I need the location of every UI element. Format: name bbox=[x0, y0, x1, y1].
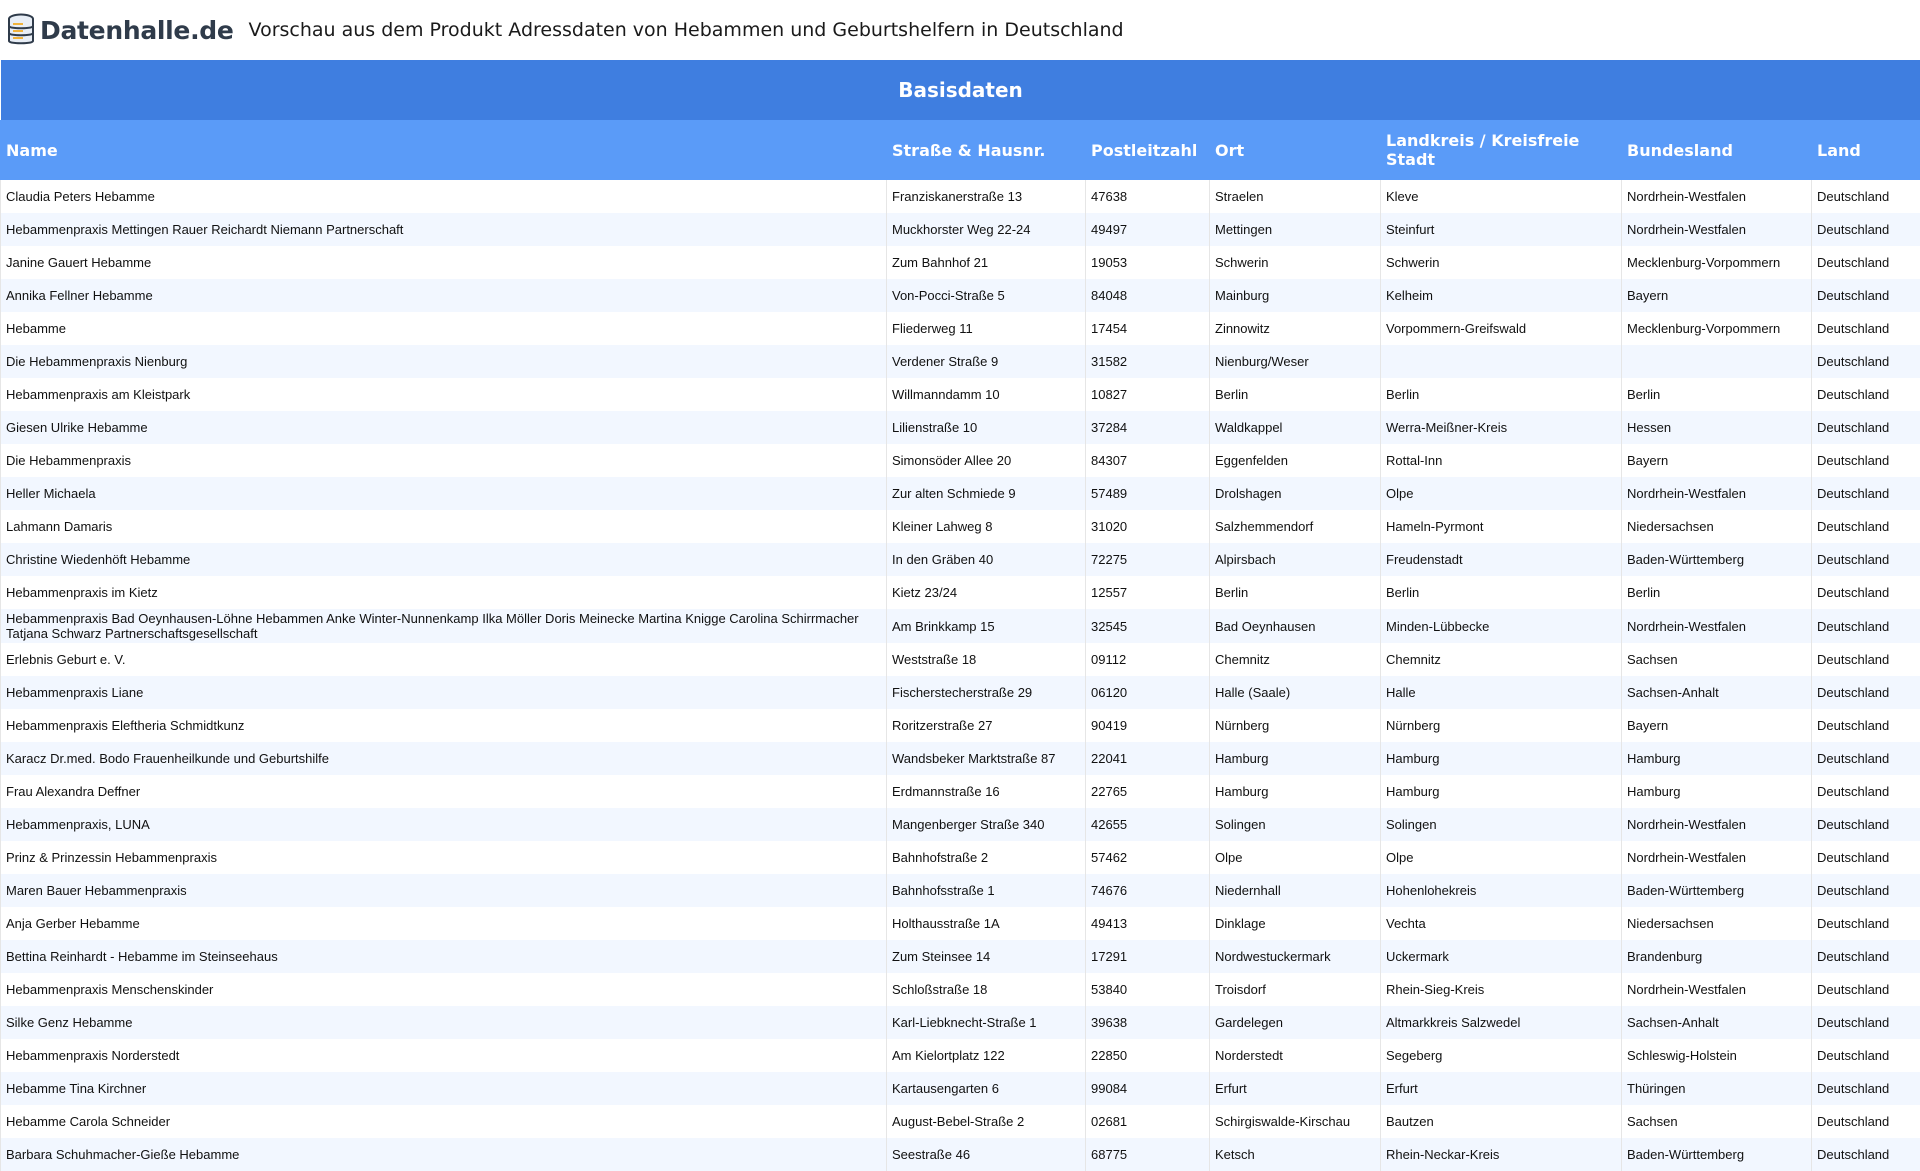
cell-street: Kartausengarten 6 bbox=[887, 1072, 1086, 1105]
cell-street: Am Brinkkamp 15 bbox=[887, 609, 1086, 643]
cell-name: Hebammenpraxis im Kietz bbox=[1, 576, 887, 609]
cell-district: Kelheim bbox=[1381, 279, 1622, 312]
column-header-city[interactable]: Ort bbox=[1210, 120, 1381, 180]
cell-state: Hessen bbox=[1622, 411, 1812, 444]
cell-city: Norderstedt bbox=[1210, 1039, 1381, 1072]
cell-country: Deutschland bbox=[1812, 477, 1920, 510]
cell-city: Troisdorf bbox=[1210, 973, 1381, 1006]
cell-district: Nürnberg bbox=[1381, 709, 1622, 742]
cell-name: Hebamme bbox=[1, 312, 887, 345]
cell-district: Steinfurt bbox=[1381, 213, 1622, 246]
cell-country: Deutschland bbox=[1812, 279, 1920, 312]
cell-state: Hamburg bbox=[1622, 742, 1812, 775]
cell-zip: 22041 bbox=[1086, 742, 1210, 775]
cell-street: Zur alten Schmiede 9 bbox=[887, 477, 1086, 510]
cell-street: Wandsbeker Marktstraße 87 bbox=[887, 742, 1086, 775]
cell-state: Bayern bbox=[1622, 444, 1812, 477]
cell-name: Hebammenpraxis Eleftheria Schmidtkunz bbox=[1, 709, 887, 742]
cell-state: Nordrhein-Westfalen bbox=[1622, 973, 1812, 1006]
cell-name: Die Hebammenpraxis Nienburg bbox=[1, 345, 887, 378]
cell-country: Deutschland bbox=[1812, 345, 1920, 378]
cell-country: Deutschland bbox=[1812, 213, 1920, 246]
cell-zip: 68775 bbox=[1086, 1138, 1210, 1171]
cell-zip: 49497 bbox=[1086, 213, 1210, 246]
cell-district: Berlin bbox=[1381, 378, 1622, 411]
table-row bbox=[1, 973, 1920, 1006]
cell-district: Vechta bbox=[1381, 907, 1622, 940]
cell-country: Deutschland bbox=[1812, 576, 1920, 609]
cell-name: Janine Gauert Hebamme bbox=[1, 246, 887, 279]
cell-state: Nordrhein-Westfalen bbox=[1622, 180, 1812, 213]
table-row bbox=[1, 1072, 1920, 1105]
table-row bbox=[1, 676, 1920, 709]
column-header-country[interactable]: Land bbox=[1812, 120, 1920, 180]
cell-country: Deutschland bbox=[1812, 1105, 1920, 1138]
cell-district: Vorpommern-Greifswald bbox=[1381, 312, 1622, 345]
cell-city: Erfurt bbox=[1210, 1072, 1381, 1105]
cell-district: Hamburg bbox=[1381, 775, 1622, 808]
cell-district: Olpe bbox=[1381, 477, 1622, 510]
cell-district: Rhein-Neckar-Kreis bbox=[1381, 1138, 1622, 1171]
cell-city: Solingen bbox=[1210, 808, 1381, 841]
cell-state: Sachsen bbox=[1622, 1105, 1812, 1138]
cell-district: Minden-Lübbecke bbox=[1381, 609, 1622, 643]
table-row bbox=[1, 808, 1920, 841]
cell-zip: 53840 bbox=[1086, 973, 1210, 1006]
cell-country: Deutschland bbox=[1812, 378, 1920, 411]
page-title: Vorschau aus dem Produkt Adressdaten von Hebammen und Geburtshelfern in Deutschland bbox=[248, 19, 1124, 41]
cell-zip: 12557 bbox=[1086, 576, 1210, 609]
cell-zip: 84048 bbox=[1086, 279, 1210, 312]
cell-street: Muckhorster Weg 22-24 bbox=[887, 213, 1086, 246]
table-row bbox=[1, 940, 1920, 973]
cell-street: In den Gräben 40 bbox=[887, 543, 1086, 576]
cell-zip: 06120 bbox=[1086, 676, 1210, 709]
cell-country: Deutschland bbox=[1812, 874, 1920, 907]
cell-country: Deutschland bbox=[1812, 775, 1920, 808]
cell-zip: 49413 bbox=[1086, 907, 1210, 940]
table-row bbox=[1, 576, 1920, 609]
column-header-state[interactable]: Bundesland bbox=[1622, 120, 1812, 180]
cell-country: Deutschland bbox=[1812, 973, 1920, 1006]
cell-city: Schwerin bbox=[1210, 246, 1381, 279]
cell-name: Silke Genz Hebamme bbox=[1, 1006, 887, 1039]
cell-street: Fischerstecherstraße 29 bbox=[887, 676, 1086, 709]
cell-name: Prinz & Prinzessin Hebammenpraxis bbox=[1, 841, 887, 874]
cell-country: Deutschland bbox=[1812, 510, 1920, 543]
cell-country: Deutschland bbox=[1812, 709, 1920, 742]
cell-zip: 99084 bbox=[1086, 1072, 1210, 1105]
cell-state: Nordrhein-Westfalen bbox=[1622, 477, 1812, 510]
cell-street: Seestraße 46 bbox=[887, 1138, 1086, 1171]
table-row bbox=[1, 246, 1920, 279]
cell-street: Karl-Liebknecht-Straße 1 bbox=[887, 1006, 1086, 1039]
cell-state: Niedersachsen bbox=[1622, 907, 1812, 940]
cell-district: Hohenlohekreis bbox=[1381, 874, 1622, 907]
cell-name: Hebammenpraxis, LUNA bbox=[1, 808, 887, 841]
table-row bbox=[1, 510, 1920, 543]
cell-city: Gardelegen bbox=[1210, 1006, 1381, 1039]
cell-zip: 31582 bbox=[1086, 345, 1210, 378]
cell-street: Erdmannstraße 16 bbox=[887, 775, 1086, 808]
cell-zip: 02681 bbox=[1086, 1105, 1210, 1138]
cell-state: Nordrhein-Westfalen bbox=[1622, 841, 1812, 874]
cell-zip: 57462 bbox=[1086, 841, 1210, 874]
cell-city: Halle (Saale) bbox=[1210, 676, 1381, 709]
table-row bbox=[1, 378, 1920, 411]
cell-name: Barbara Schuhmacher-Gieße Hebamme bbox=[1, 1138, 887, 1171]
cell-district: Bautzen bbox=[1381, 1105, 1622, 1138]
table-row bbox=[1, 643, 1920, 676]
cell-city: Zinnowitz bbox=[1210, 312, 1381, 345]
cell-zip: 10827 bbox=[1086, 378, 1210, 411]
cell-state: Nordrhein-Westfalen bbox=[1622, 213, 1812, 246]
top-bar bbox=[0, 0, 1920, 60]
table-row bbox=[1, 709, 1920, 742]
cell-zip: 57489 bbox=[1086, 477, 1210, 510]
cell-state: Niedersachsen bbox=[1622, 510, 1812, 543]
cell-city: Eggenfelden bbox=[1210, 444, 1381, 477]
cell-city: Hamburg bbox=[1210, 775, 1381, 808]
cell-city: Mettingen bbox=[1210, 213, 1381, 246]
cell-country: Deutschland bbox=[1812, 246, 1920, 279]
cell-zip: 84307 bbox=[1086, 444, 1210, 477]
cell-country: Deutschland bbox=[1812, 312, 1920, 345]
table-row bbox=[1, 874, 1920, 907]
column-header-zip[interactable]: Postleitzahl bbox=[1086, 120, 1210, 180]
cell-zip: 31020 bbox=[1086, 510, 1210, 543]
cell-district: Rhein-Sieg-Kreis bbox=[1381, 973, 1622, 1006]
cell-name: Frau Alexandra Deffner bbox=[1, 775, 887, 808]
cell-zip: 22850 bbox=[1086, 1039, 1210, 1072]
cell-street: Simonsöder Allee 20 bbox=[887, 444, 1086, 477]
cell-district: Werra-Meißner-Kreis bbox=[1381, 411, 1622, 444]
cell-street: Weststraße 18 bbox=[887, 643, 1086, 676]
cell-street: Schloßstraße 18 bbox=[887, 973, 1086, 1006]
table-row bbox=[1, 477, 1920, 510]
cell-name: Christine Wiedenhöft Hebamme bbox=[1, 543, 887, 576]
cell-name: Hebammenpraxis Bad Oeynhausen-Löhne Hebammen Anke Winter-Nunnenkamp Ilka Möller Doris Meinecke Martina Knigge Carolina Schirrmacher Tatjana Schwarz Partnerschaftsgesellschaft bbox=[1, 609, 887, 643]
cell-country: Deutschland bbox=[1812, 444, 1920, 477]
cell-state bbox=[1622, 345, 1812, 378]
cell-street: Holthausstraße 1A bbox=[887, 907, 1086, 940]
cell-name: Giesen Ulrike Hebamme bbox=[1, 411, 887, 444]
cell-name: Anja Gerber Hebamme bbox=[1, 907, 887, 940]
cell-state: Berlin bbox=[1622, 378, 1812, 411]
cell-city: Chemnitz bbox=[1210, 643, 1381, 676]
cell-name: Hebamme Carola Schneider bbox=[1, 1105, 887, 1138]
cell-state: Hamburg bbox=[1622, 775, 1812, 808]
table-row bbox=[1, 312, 1920, 345]
cell-country: Deutschland bbox=[1812, 411, 1920, 444]
cell-name: Annika Fellner Hebamme bbox=[1, 279, 887, 312]
cell-zip: 17454 bbox=[1086, 312, 1210, 345]
cell-name: Erlebnis Geburt e. V. bbox=[1, 643, 887, 676]
table-row bbox=[1, 411, 1920, 444]
cell-country: Deutschland bbox=[1812, 808, 1920, 841]
cell-district: Halle bbox=[1381, 676, 1622, 709]
table-row bbox=[1, 180, 1920, 213]
cell-city: Hamburg bbox=[1210, 742, 1381, 775]
cell-name: Heller Michaela bbox=[1, 477, 887, 510]
cell-zip: 17291 bbox=[1086, 940, 1210, 973]
cell-zip: 47638 bbox=[1086, 180, 1210, 213]
cell-city: Nürnberg bbox=[1210, 709, 1381, 742]
table-row bbox=[1, 775, 1920, 808]
cell-city: Mainburg bbox=[1210, 279, 1381, 312]
cell-street: Lilienstraße 10 bbox=[887, 411, 1086, 444]
cell-district bbox=[1381, 345, 1622, 378]
cell-district: Freudenstadt bbox=[1381, 543, 1622, 576]
cell-zip: 19053 bbox=[1086, 246, 1210, 279]
cell-zip: 37284 bbox=[1086, 411, 1210, 444]
cell-district: Uckermark bbox=[1381, 940, 1622, 973]
group-header-basisdaten: Basisdaten bbox=[1, 60, 1920, 120]
cell-street: Von-Pocci-Straße 5 bbox=[887, 279, 1086, 312]
table-row bbox=[1, 742, 1920, 775]
cell-street: Fliederweg 11 bbox=[887, 312, 1086, 345]
database-icon bbox=[6, 13, 36, 47]
cell-state: Bayern bbox=[1622, 279, 1812, 312]
cell-country: Deutschland bbox=[1812, 180, 1920, 213]
cell-state: Mecklenburg-Vorpommern bbox=[1622, 312, 1812, 345]
cell-name: Hebammenpraxis Liane bbox=[1, 676, 887, 709]
cell-name: Hebamme Tina Kirchner bbox=[1, 1072, 887, 1105]
cell-state: Baden-Württemberg bbox=[1622, 874, 1812, 907]
table-row bbox=[1, 279, 1920, 312]
cell-name: Bettina Reinhardt - Hebamme im Steinseehaus bbox=[1, 940, 887, 973]
cell-name: Claudia Peters Hebamme bbox=[1, 180, 887, 213]
cell-state: Sachsen bbox=[1622, 643, 1812, 676]
cell-street: Kleiner Lahweg 8 bbox=[887, 510, 1086, 543]
cell-country: Deutschland bbox=[1812, 841, 1920, 874]
cell-street: Bahnhofsstraße 1 bbox=[887, 874, 1086, 907]
cell-country: Deutschland bbox=[1812, 742, 1920, 775]
cell-street: Roritzerstraße 27 bbox=[887, 709, 1086, 742]
cell-name: Die Hebammenpraxis bbox=[1, 444, 887, 477]
table-row bbox=[1, 444, 1920, 477]
column-header-district[interactable]: Landkreis / Kreisfreie Stadt bbox=[1381, 120, 1622, 180]
cell-city: Alpirsbach bbox=[1210, 543, 1381, 576]
cell-country: Deutschland bbox=[1812, 1138, 1920, 1171]
cell-country: Deutschland bbox=[1812, 1039, 1920, 1072]
cell-state: Brandenburg bbox=[1622, 940, 1812, 973]
cell-street: Franziskanerstraße 13 bbox=[887, 180, 1086, 213]
cell-city: Berlin bbox=[1210, 576, 1381, 609]
cell-zip: 22765 bbox=[1086, 775, 1210, 808]
cell-country: Deutschland bbox=[1812, 940, 1920, 973]
table-row bbox=[1, 907, 1920, 940]
cell-name: Karacz Dr.med. Bodo Frauenheilkunde und Geburtshilfe bbox=[1, 742, 887, 775]
cell-street: August-Bebel-Straße 2 bbox=[887, 1105, 1086, 1138]
cell-district: Olpe bbox=[1381, 841, 1622, 874]
cell-zip: 74676 bbox=[1086, 874, 1210, 907]
cell-city: Waldkappel bbox=[1210, 411, 1381, 444]
cell-name: Hebammenpraxis Mettingen Rauer Reichardt Niemann Partnerschaft bbox=[1, 213, 887, 246]
cell-street: Zum Bahnhof 21 bbox=[887, 246, 1086, 279]
cell-name: Hebammenpraxis Menschenskinder bbox=[1, 973, 887, 1006]
cell-state: Bayern bbox=[1622, 709, 1812, 742]
logo[interactable] bbox=[6, 13, 234, 47]
cell-state: Schleswig-Holstein bbox=[1622, 1039, 1812, 1072]
cell-country: Deutschland bbox=[1812, 1072, 1920, 1105]
cell-state: Baden-Württemberg bbox=[1622, 1138, 1812, 1171]
table-row bbox=[1, 1039, 1920, 1072]
cell-district: Hamburg bbox=[1381, 742, 1622, 775]
cell-street: Am Kielortplatz 122 bbox=[887, 1039, 1086, 1072]
cell-street: Kietz 23/24 bbox=[887, 576, 1086, 609]
table-row bbox=[1, 841, 1920, 874]
cell-district: Hameln-Pyrmont bbox=[1381, 510, 1622, 543]
cell-city: Drolshagen bbox=[1210, 477, 1381, 510]
cell-district: Berlin bbox=[1381, 576, 1622, 609]
table-row bbox=[1, 213, 1920, 246]
cell-street: Verdener Straße 9 bbox=[887, 345, 1086, 378]
cell-street: Mangenberger Straße 340 bbox=[887, 808, 1086, 841]
table-row bbox=[1, 1138, 1920, 1171]
cell-city: Dinklage bbox=[1210, 907, 1381, 940]
cell-city: Olpe bbox=[1210, 841, 1381, 874]
cell-name: Hebammenpraxis Norderstedt bbox=[1, 1039, 887, 1072]
cell-name: Maren Bauer Hebammenpraxis bbox=[1, 874, 887, 907]
column-header-name[interactable]: Name bbox=[1, 120, 887, 180]
cell-state: Thüringen bbox=[1622, 1072, 1812, 1105]
cell-state: Nordrhein-Westfalen bbox=[1622, 609, 1812, 643]
cell-zip: 09112 bbox=[1086, 643, 1210, 676]
cell-name: Hebammenpraxis am Kleistpark bbox=[1, 378, 887, 411]
cell-country: Deutschland bbox=[1812, 609, 1920, 643]
cell-city: Niedernhall bbox=[1210, 874, 1381, 907]
cell-zip: 90419 bbox=[1086, 709, 1210, 742]
cell-state: Baden-Württemberg bbox=[1622, 543, 1812, 576]
cell-country: Deutschland bbox=[1812, 907, 1920, 940]
table-row bbox=[1, 609, 1920, 643]
cell-city: Ketsch bbox=[1210, 1138, 1381, 1171]
cell-state: Berlin bbox=[1622, 576, 1812, 609]
cell-zip: 39638 bbox=[1086, 1006, 1210, 1039]
cell-city: Straelen bbox=[1210, 180, 1381, 213]
cell-city: Bad Oeynhausen bbox=[1210, 609, 1381, 643]
cell-country: Deutschland bbox=[1812, 543, 1920, 576]
cell-zip: 42655 bbox=[1086, 808, 1210, 841]
cell-zip: 72275 bbox=[1086, 543, 1210, 576]
cell-city: Berlin bbox=[1210, 378, 1381, 411]
cell-country: Deutschland bbox=[1812, 643, 1920, 676]
cell-zip: 32545 bbox=[1086, 609, 1210, 643]
cell-country: Deutschland bbox=[1812, 1006, 1920, 1039]
data-table bbox=[0, 60, 1920, 1171]
cell-street: Willmanndamm 10 bbox=[887, 378, 1086, 411]
cell-district: Altmarkkreis Salzwedel bbox=[1381, 1006, 1622, 1039]
cell-district: Segeberg bbox=[1381, 1039, 1622, 1072]
cell-street: Zum Steinsee 14 bbox=[887, 940, 1086, 973]
cell-city: Nordwestuckermark bbox=[1210, 940, 1381, 973]
cell-district: Erfurt bbox=[1381, 1072, 1622, 1105]
table-row bbox=[1, 543, 1920, 576]
cell-district: Schwerin bbox=[1381, 246, 1622, 279]
cell-state: Sachsen-Anhalt bbox=[1622, 1006, 1812, 1039]
logo-text: Datenhalle.de bbox=[40, 15, 234, 45]
cell-city: Schirgiswalde-Kirschau bbox=[1210, 1105, 1381, 1138]
cell-district: Kleve bbox=[1381, 180, 1622, 213]
table-row bbox=[1, 1105, 1920, 1138]
cell-city: Salzhemmendorf bbox=[1210, 510, 1381, 543]
cell-state: Mecklenburg-Vorpommern bbox=[1622, 246, 1812, 279]
cell-country: Deutschland bbox=[1812, 676, 1920, 709]
cell-name: Lahmann Damaris bbox=[1, 510, 887, 543]
cell-state: Sachsen-Anhalt bbox=[1622, 676, 1812, 709]
cell-city: Nienburg/Weser bbox=[1210, 345, 1381, 378]
table-row bbox=[1, 345, 1920, 378]
cell-district: Solingen bbox=[1381, 808, 1622, 841]
cell-state: Nordrhein-Westfalen bbox=[1622, 808, 1812, 841]
table-row bbox=[1, 1006, 1920, 1039]
cell-district: Chemnitz bbox=[1381, 643, 1622, 676]
cell-district: Rottal-Inn bbox=[1381, 444, 1622, 477]
column-header-street[interactable]: Straße & Hausnr. bbox=[887, 120, 1086, 180]
cell-street: Bahnhofstraße 2 bbox=[887, 841, 1086, 874]
